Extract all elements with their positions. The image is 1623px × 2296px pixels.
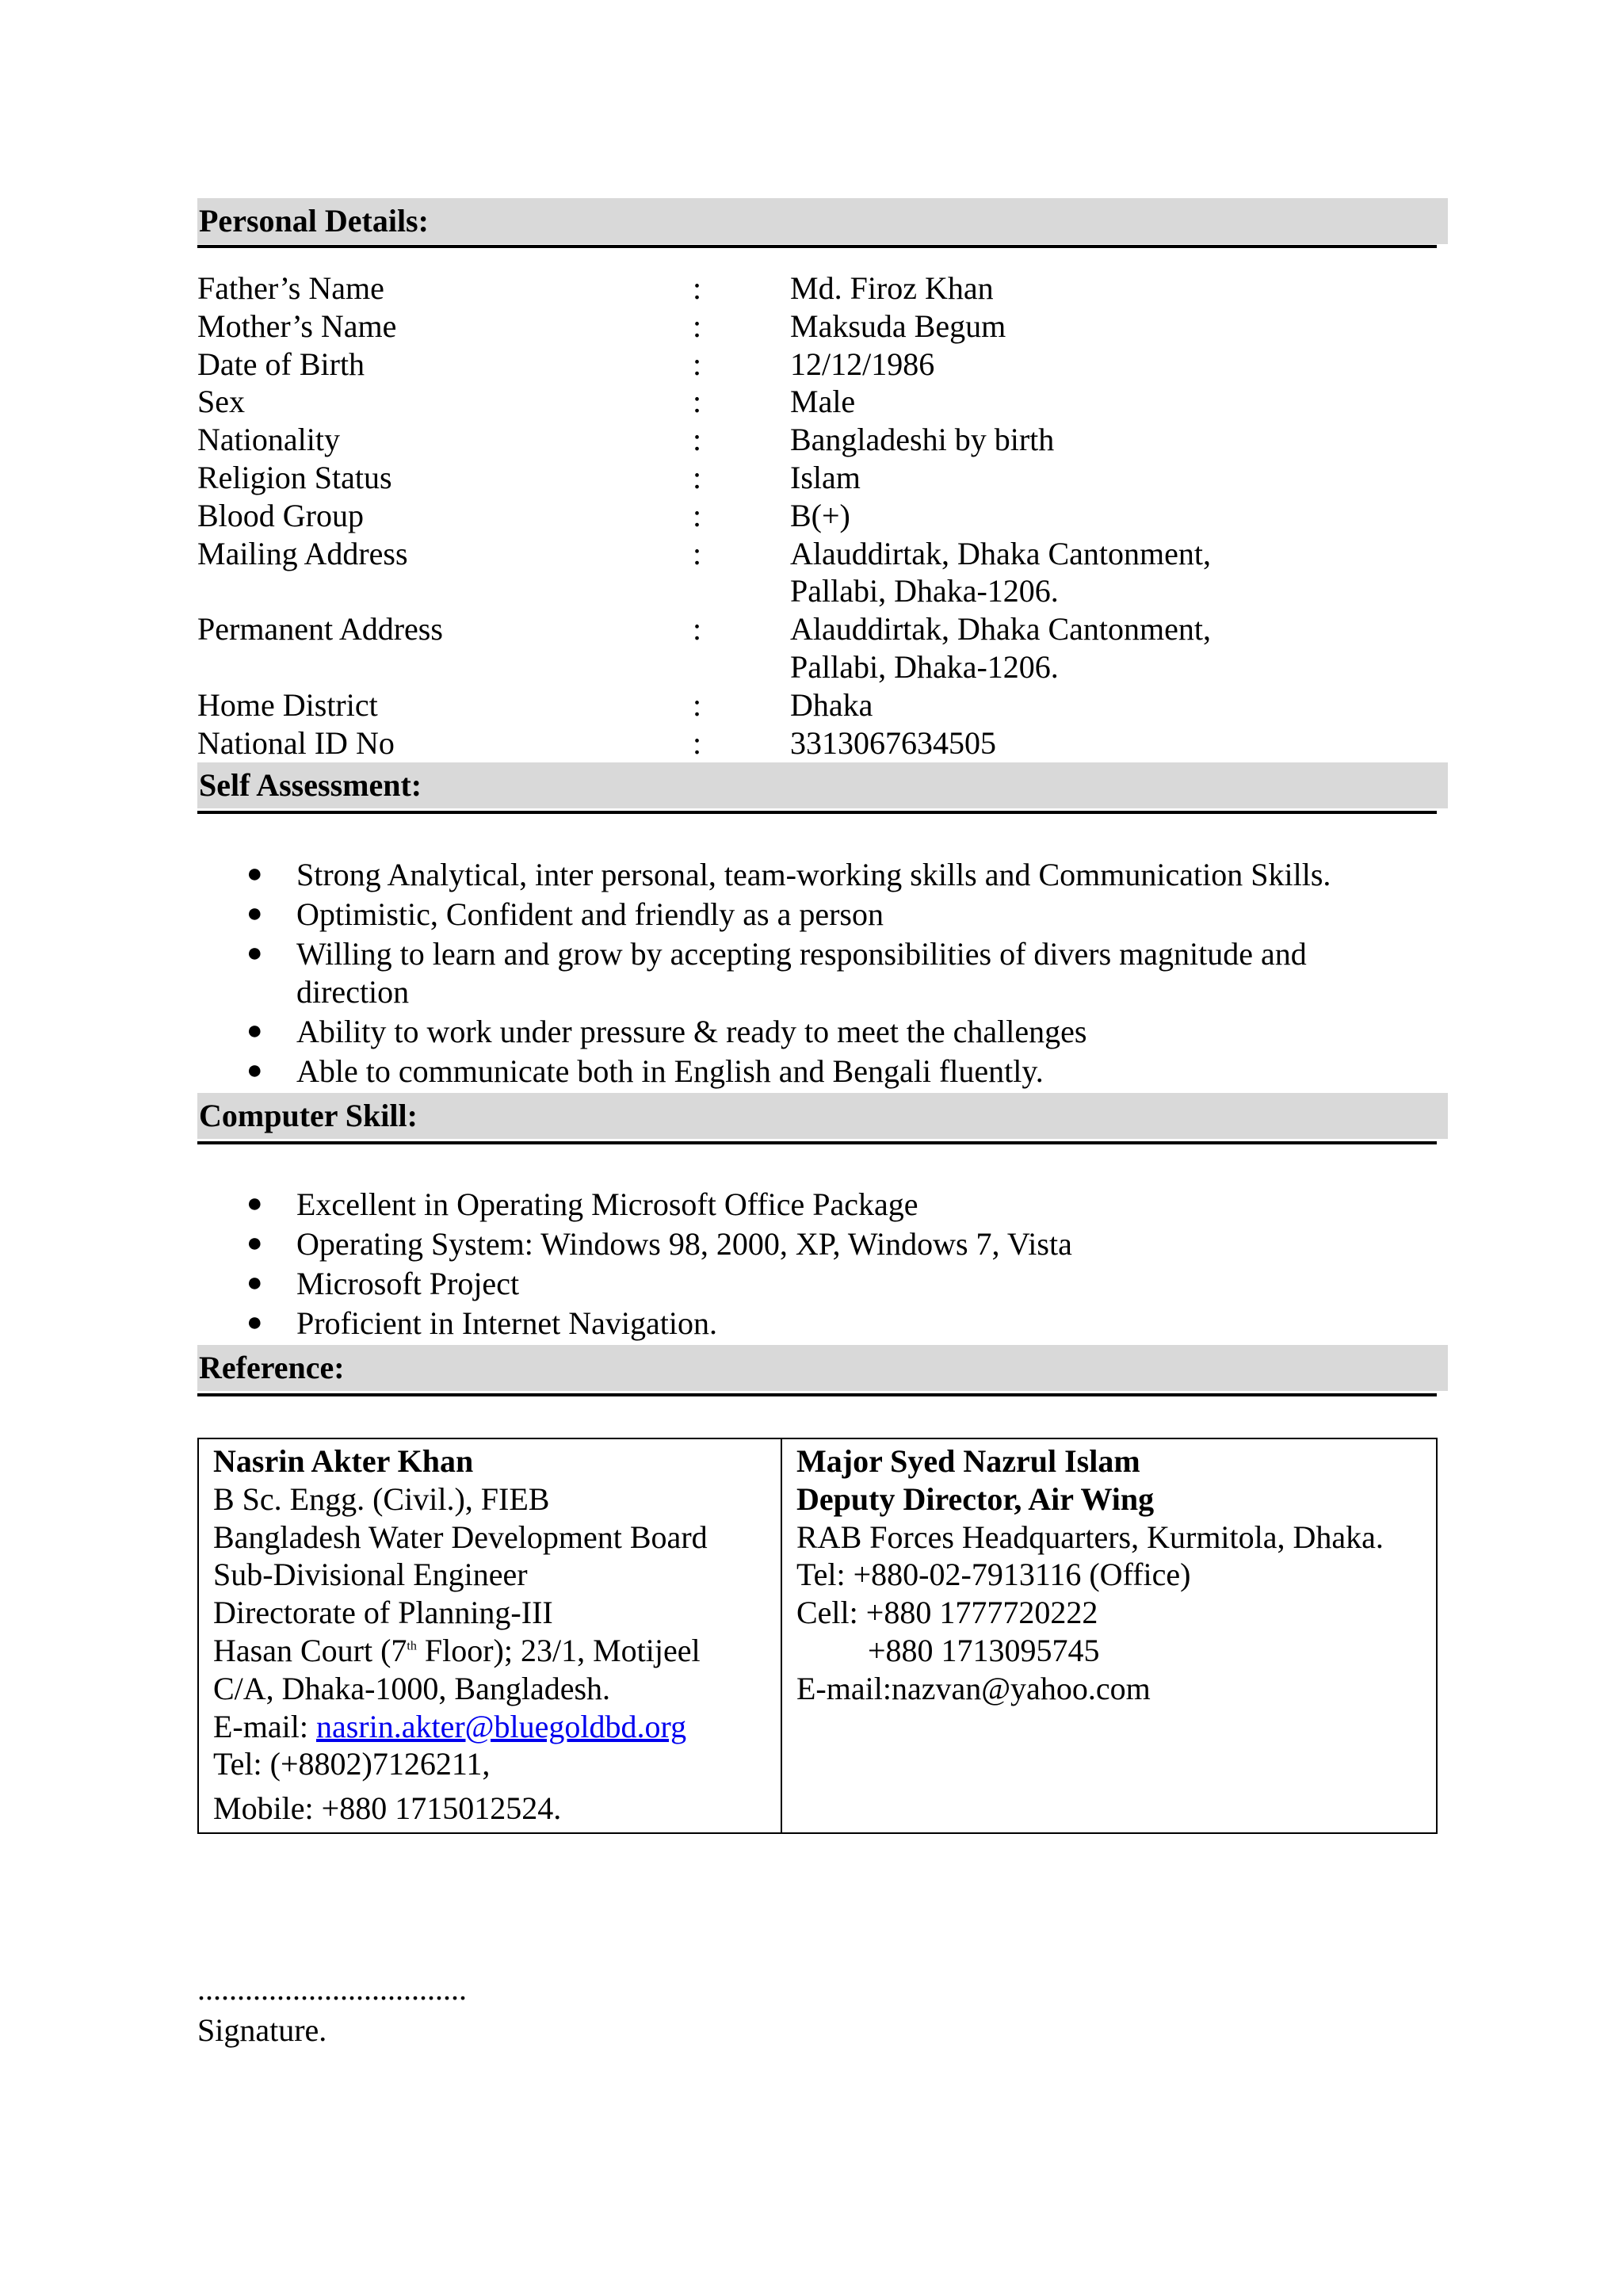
detail-row-national-id	[197, 724, 1439, 762]
reference-title: Sub-Divisional Engineer	[213, 1557, 528, 1593]
detail-label: Mother’s Name	[197, 308, 397, 344]
detail-colon: :	[693, 535, 702, 571]
reference-cell-left	[199, 1439, 782, 1832]
detail-value: Bangladeshi by birth	[790, 422, 1055, 458]
detail-value: Male	[790, 384, 856, 420]
detail-row-home-district	[197, 686, 1439, 724]
list-item	[197, 1263, 1439, 1303]
list-item	[197, 934, 1439, 1011]
computer-skill-list	[197, 1184, 1439, 1343]
detail-label: Father’s Name	[197, 270, 384, 306]
bullet-icon: ●	[246, 1308, 263, 1337]
reference-tel: Tel: +880-02-7913116 (Office)	[796, 1557, 1191, 1593]
list-item-text: Optimistic, Confident and friendly as a person	[296, 896, 884, 932]
list-item-text: Willing to learn and grow by accepting responsibilities of divers magnitude and direction	[296, 936, 1307, 1010]
list-item-text: Excellent in Operating Microsoft Office Package	[296, 1186, 918, 1222]
detail-label: Home District	[197, 686, 378, 723]
detail-value: 3313067634505	[790, 724, 996, 761]
bullet-icon: ●	[246, 1056, 263, 1085]
reference-address-line-1	[213, 1632, 766, 1670]
detail-value: B(+)	[790, 497, 850, 533]
signature-label: Signature.	[197, 2012, 327, 2048]
detail-row-nationality	[197, 421, 1439, 459]
reference-cell-2: +880 1713095745	[868, 1632, 1100, 1668]
list-item-text: Microsoft Project	[296, 1266, 520, 1301]
detail-row-mailing-address	[197, 535, 1439, 611]
reference-tel: Tel: (+8802)7126211,	[213, 1746, 491, 1782]
signature-line: ..................................	[197, 1971, 467, 2007]
address-line-2: Pallabi, Dhaka-1206.	[790, 648, 1059, 685]
personal-details-header: Personal Details:	[197, 198, 1448, 244]
email-label: E-mail:	[213, 1708, 316, 1744]
reference-address-line-2: C/A, Dhaka-1000, Bangladesh.	[213, 1670, 611, 1706]
detail-label: Religion Status	[197, 459, 392, 495]
detail-row-mothers-name	[197, 308, 1439, 346]
detail-row-fathers-name	[197, 269, 1439, 308]
reference-table	[197, 1438, 1438, 1834]
list-item	[197, 854, 1439, 894]
bullet-icon: ●	[246, 1268, 263, 1297]
signature-block	[197, 1969, 467, 2051]
detail-label: Mailing Address	[197, 535, 408, 571]
detail-label: National ID No	[197, 724, 395, 761]
reference-degree: B Sc. Engg. (Civil.), FIEB	[213, 1480, 550, 1517]
reference-cell-1: Cell: +880 1777720222	[796, 1595, 1098, 1631]
detail-label: Permanent Address	[197, 611, 443, 648]
detail-colon: :	[693, 686, 702, 723]
bullet-icon: ●	[246, 899, 263, 928]
detail-colon: :	[693, 270, 702, 306]
reference-email: E-mail:nazvan@yahoo.com	[796, 1670, 1151, 1706]
bullet-icon: ●	[246, 1016, 263, 1045]
detail-colon: :	[693, 308, 702, 344]
reference-organization: RAB Forces Headquarters, Kurmitola, Dhaka.	[796, 1519, 1384, 1555]
bullet-icon: ●	[246, 1228, 263, 1258]
detail-colon: :	[693, 459, 702, 495]
list-item	[197, 1051, 1439, 1091]
detail-value	[790, 610, 1439, 686]
detail-value: 12/12/1986	[790, 346, 935, 382]
detail-label: Nationality	[197, 422, 340, 458]
reference-name: Nasrin Akter Khan	[213, 1443, 474, 1479]
superscript-th: th	[407, 1639, 417, 1653]
detail-label: Sex	[197, 384, 245, 420]
detail-row-date-of-birth	[197, 346, 1439, 384]
address-line-1: Alauddirtak, Dhaka Cantonment,	[790, 611, 1211, 648]
detail-label: Blood Group	[197, 497, 364, 533]
list-item	[197, 1011, 1439, 1051]
address-line-2: Pallabi, Dhaka-1206.	[790, 573, 1059, 609]
list-item-text: Proficient in Internet Navigation.	[296, 1305, 717, 1341]
reference-name: Major Syed Nazrul Islam	[796, 1443, 1140, 1479]
bullet-icon: ●	[246, 1189, 263, 1218]
bullet-icon: ●	[246, 938, 263, 968]
reference-cell-right	[782, 1439, 1436, 1832]
computer-skill-header: Computer Skill:	[197, 1093, 1448, 1139]
detail-value: Maksuda Begum	[790, 308, 1006, 344]
list-item	[197, 1224, 1439, 1263]
detail-colon: :	[693, 724, 702, 761]
detail-row-blood-group	[197, 497, 1439, 535]
reference-email-line	[213, 1708, 766, 1746]
address-line-1: Alauddirtak, Dhaka Cantonment,	[790, 535, 1211, 571]
section-divider	[197, 811, 1437, 814]
detail-row-religion	[197, 459, 1439, 497]
detail-colon: :	[693, 611, 702, 648]
self-assessment-list	[197, 854, 1439, 1091]
detail-row-permanent-address	[197, 610, 1439, 686]
section-divider	[197, 1141, 1437, 1144]
detail-colon: :	[693, 497, 702, 533]
detail-value: Md. Firoz Khan	[790, 270, 994, 306]
list-item	[197, 1184, 1439, 1224]
list-item	[197, 1303, 1439, 1343]
list-item-text: Ability to work under pressure & ready to meet the challenges	[296, 1014, 1087, 1049]
reference-organization: Bangladesh Water Development Board	[213, 1519, 708, 1555]
list-item-text: Able to communicate both in English and Bengali fluently.	[296, 1053, 1044, 1089]
reference-title: Deputy Director, Air Wing	[796, 1480, 1155, 1517]
list-item	[197, 894, 1439, 934]
reference-header: Reference:	[197, 1345, 1448, 1391]
detail-value: Islam	[790, 459, 861, 495]
section-divider	[197, 245, 1437, 248]
list-item-text: Operating System: Windows 98, 2000, XP, Windows 7, Vista	[296, 1226, 1072, 1262]
reference-department: Directorate of Planning-III	[213, 1595, 553, 1631]
self-assessment-header: Self Assessment:	[197, 762, 1448, 808]
detail-colon: :	[693, 384, 702, 420]
detail-colon: :	[693, 346, 702, 382]
email-link[interactable]: nasrin.akter@bluegoldbd.org	[315, 1708, 687, 1744]
personal-details-list	[197, 269, 1439, 762]
section-divider	[197, 1393, 1437, 1396]
list-item-text: Strong Analytical, inter personal, team-working skills and Communication Skills.	[296, 857, 1331, 892]
reference-mobile: Mobile: +880 1715012524.	[213, 1790, 562, 1827]
detail-colon: :	[693, 422, 702, 458]
detail-value: Dhaka	[790, 686, 873, 723]
detail-label: Date of Birth	[197, 346, 365, 382]
address-text: Floor); 23/1, Motijeel	[416, 1632, 701, 1668]
bullet-icon: ●	[246, 859, 263, 888]
address-text: Hasan Court (7	[213, 1632, 407, 1668]
detail-value	[790, 535, 1439, 611]
detail-row-sex	[197, 383, 1439, 421]
